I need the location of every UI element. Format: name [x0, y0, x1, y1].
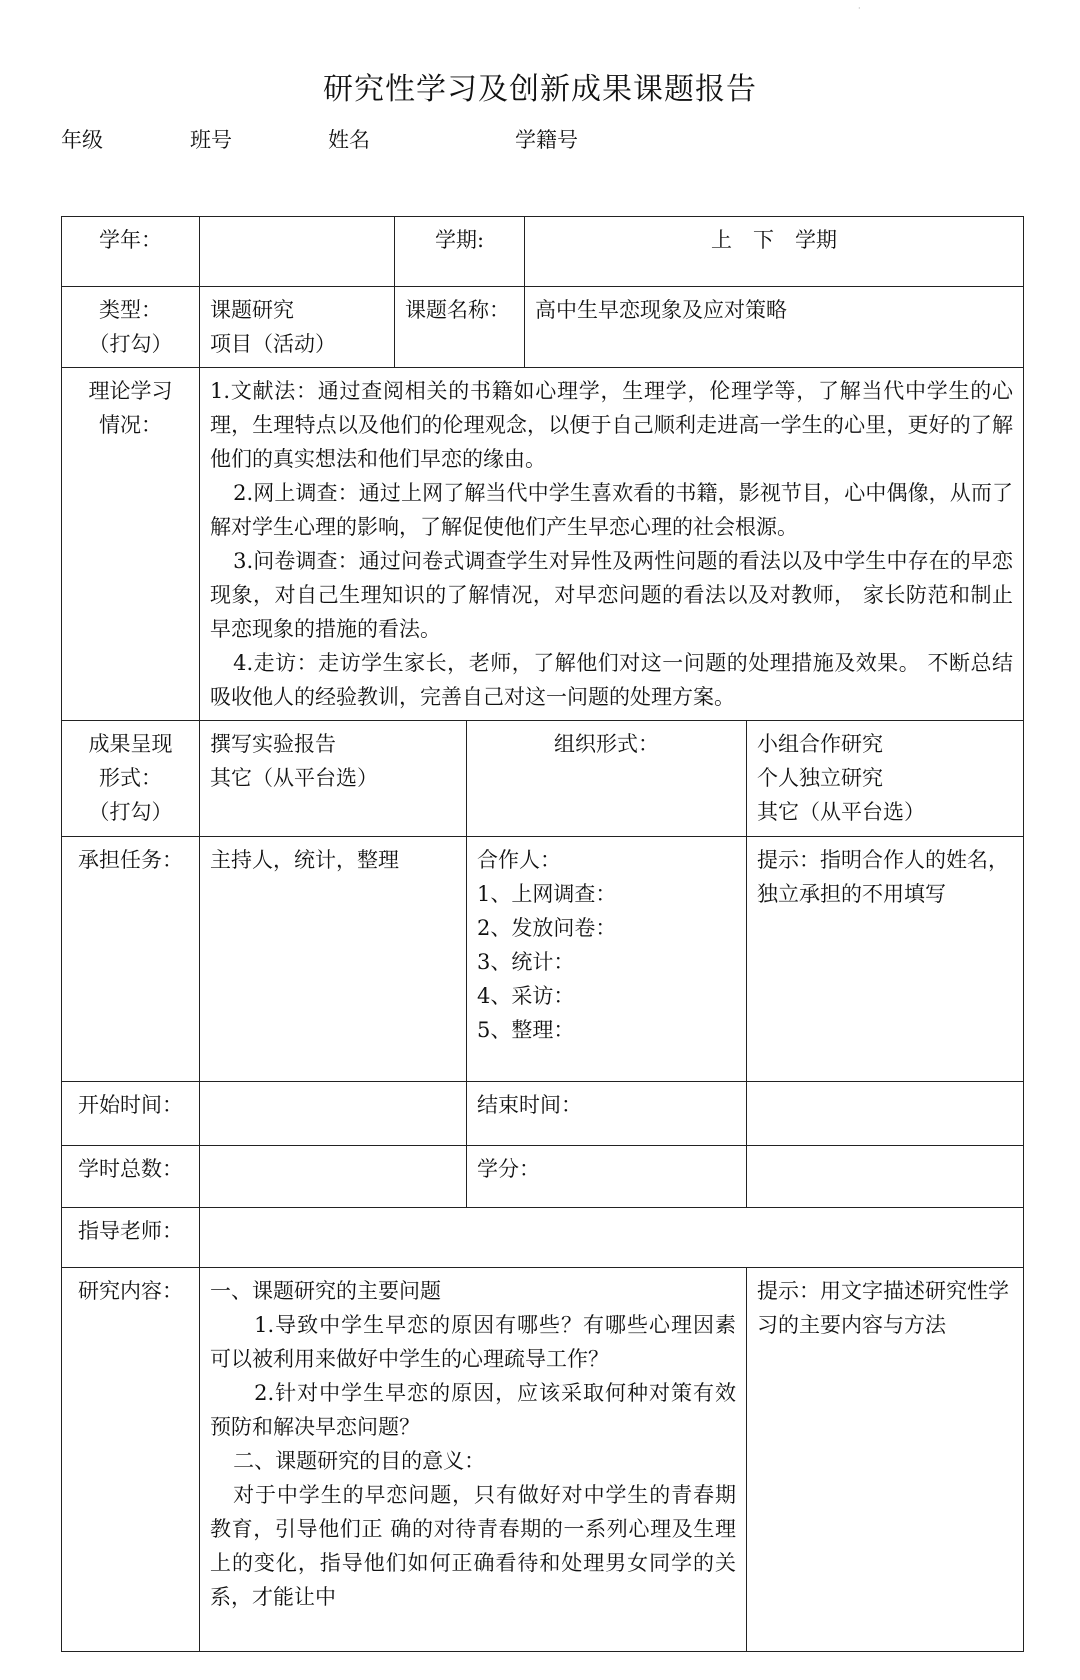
credit-value[interactable]	[747, 1146, 1024, 1208]
partners-cell[interactable]	[467, 837, 747, 1082]
theory-label-2: 情况：	[99, 413, 162, 437]
result-option-other[interactable]: 其它（从平台选）	[210, 766, 378, 790]
partner-item: 1、上网调查：	[477, 882, 617, 906]
type-label-cell	[62, 287, 200, 368]
partner-item: 2、发放问卷：	[477, 916, 617, 940]
result-check-hint: （打勾）	[88, 800, 173, 824]
end-time-label: 结束时间：	[467, 1082, 747, 1146]
year-label: 学年：	[62, 217, 200, 287]
theory-paragraph-2: 2.网上调查：通过上网了解当代中学生喜欢看的书籍，影视节目，心中偶像，从而了解对学生心理的影响，了解促使他们产生早恋心理的社会根源。	[210, 481, 1014, 539]
content-body[interactable]	[200, 1268, 747, 1652]
theory-content[interactable]	[200, 368, 1024, 721]
scan-speck: ·	[858, 4, 861, 13]
result-label-cell	[62, 721, 200, 837]
topic-value[interactable]: 高中生早恋现象及应对策略	[525, 287, 1024, 368]
hours-value[interactable]	[200, 1146, 467, 1208]
partner-item: 3、统计：	[477, 950, 575, 974]
task-value[interactable]: 主持人，统计，整理	[200, 837, 467, 1082]
org-option-other[interactable]: 其它（从平台选）	[757, 800, 926, 824]
type-option-project[interactable]: 项目（活动）	[210, 332, 336, 356]
theory-paragraph-4: 4.走访：走访学生家长，老师，了解他们对这一问题的处理措施及效果。 不断总结吸收他人的经验教训，完善自己对这一问题的处理方案。	[210, 651, 1014, 709]
org-option-group[interactable]: 小组合作研究	[757, 732, 884, 756]
grade-label: 年级	[61, 128, 103, 152]
content-heading-2: 二、课题研究的目的意义：	[233, 1449, 486, 1473]
name-label: 姓名	[328, 128, 370, 152]
result-options-cell	[200, 721, 467, 837]
content-question-1: 1.导致中学生早恋的原因有哪些？有哪些心理因素可以被利用来做好中学生的心理疏导工作？	[210, 1313, 737, 1371]
theory-label: 理论学习	[88, 379, 173, 403]
row-theory	[62, 368, 1024, 721]
year-value-cell[interactable]	[200, 217, 395, 287]
type-options-cell	[200, 287, 395, 368]
partners-title: 合作人：	[477, 848, 561, 872]
result-label: 成果呈现	[88, 732, 173, 756]
hours-label: 学时总数：	[62, 1146, 200, 1208]
teacher-label: 指导老师：	[62, 1208, 200, 1268]
start-time-value[interactable]	[200, 1082, 467, 1146]
content-label: 研究内容：	[62, 1268, 200, 1652]
class-no-label: 班号	[190, 128, 232, 152]
task-hint: 提示：指明合作人的姓名，独立承担的不用填写	[747, 837, 1024, 1082]
content-hint: 提示：用文字描述研究性学习的主要内容与方法	[747, 1268, 1024, 1652]
row-task	[62, 837, 1024, 1082]
row-teacher	[62, 1208, 1024, 1268]
row-research-content	[62, 1268, 1024, 1652]
theory-paragraph-3: 3.问卷调查：通过问卷式调查学生对异性及两性问题的看法以及中学生中存在的早恋现象，对自己生理知识的了解情况，对早恋问题的看法以及对教师， 家长防范和制止早恋现象的措施的看法。	[210, 549, 1014, 641]
row-year-term	[62, 217, 1024, 287]
term-label: 学期:	[395, 217, 525, 287]
report-form-table	[61, 216, 1024, 1652]
teacher-value[interactable]	[200, 1208, 1024, 1268]
org-option-individual[interactable]: 个人独立研究	[757, 766, 884, 790]
content-heading-1: 一、课题研究的主要问题	[210, 1279, 441, 1303]
result-option-report[interactable]: 撰写实验报告	[210, 732, 336, 756]
partner-item: 4、采访：	[477, 984, 575, 1008]
topic-label: 课题名称：	[395, 287, 525, 368]
result-label-2: 形式：	[99, 766, 162, 790]
type-label: 类型：	[99, 298, 162, 322]
theory-label-cell	[62, 368, 200, 721]
content-question-2: 2.针对中学生早恋的原因，应该采取何种对策有效预防和解决早恋问题？	[210, 1381, 737, 1439]
end-time-value[interactable]	[747, 1082, 1024, 1146]
content-paragraph: 对于中学生的早恋问题，只有做好对中学生的青春期教育，引导他们正 确的对待青春期的一系列心理及生理上的变化，指导他们如何正确看待和处理男女同学的关系，才能让中	[210, 1483, 737, 1609]
term-options[interactable]: 上 下 学期	[525, 217, 1024, 287]
row-time	[62, 1082, 1024, 1146]
page-title: 研究性学习及创新成果课题报告	[323, 72, 757, 107]
type-option-topic-research[interactable]: 课题研究	[210, 298, 294, 322]
task-label: 承担任务：	[62, 837, 200, 1082]
start-time-label: 开始时间：	[62, 1082, 200, 1146]
partner-item: 5、整理：	[477, 1018, 575, 1042]
row-type-topic	[62, 287, 1024, 368]
credit-label: 学分：	[467, 1146, 747, 1208]
theory-paragraph-1: 1.文献法：通过查阅相关的书籍如心理学，生理学，伦理学等，了解当代中学生的心理，生理特点以及他们的伦理观念，以便于自己顺利走进高一学生的心里，更好的了解他们的真实想法和他们早恋的缘由。	[210, 379, 1014, 471]
student-id-label: 学籍号	[515, 128, 578, 152]
org-label: 组织形式：	[467, 721, 747, 837]
type-check-hint: （打勾）	[88, 332, 173, 356]
row-hours	[62, 1146, 1024, 1208]
row-result-form	[62, 721, 1024, 837]
org-options-cell	[747, 721, 1024, 837]
